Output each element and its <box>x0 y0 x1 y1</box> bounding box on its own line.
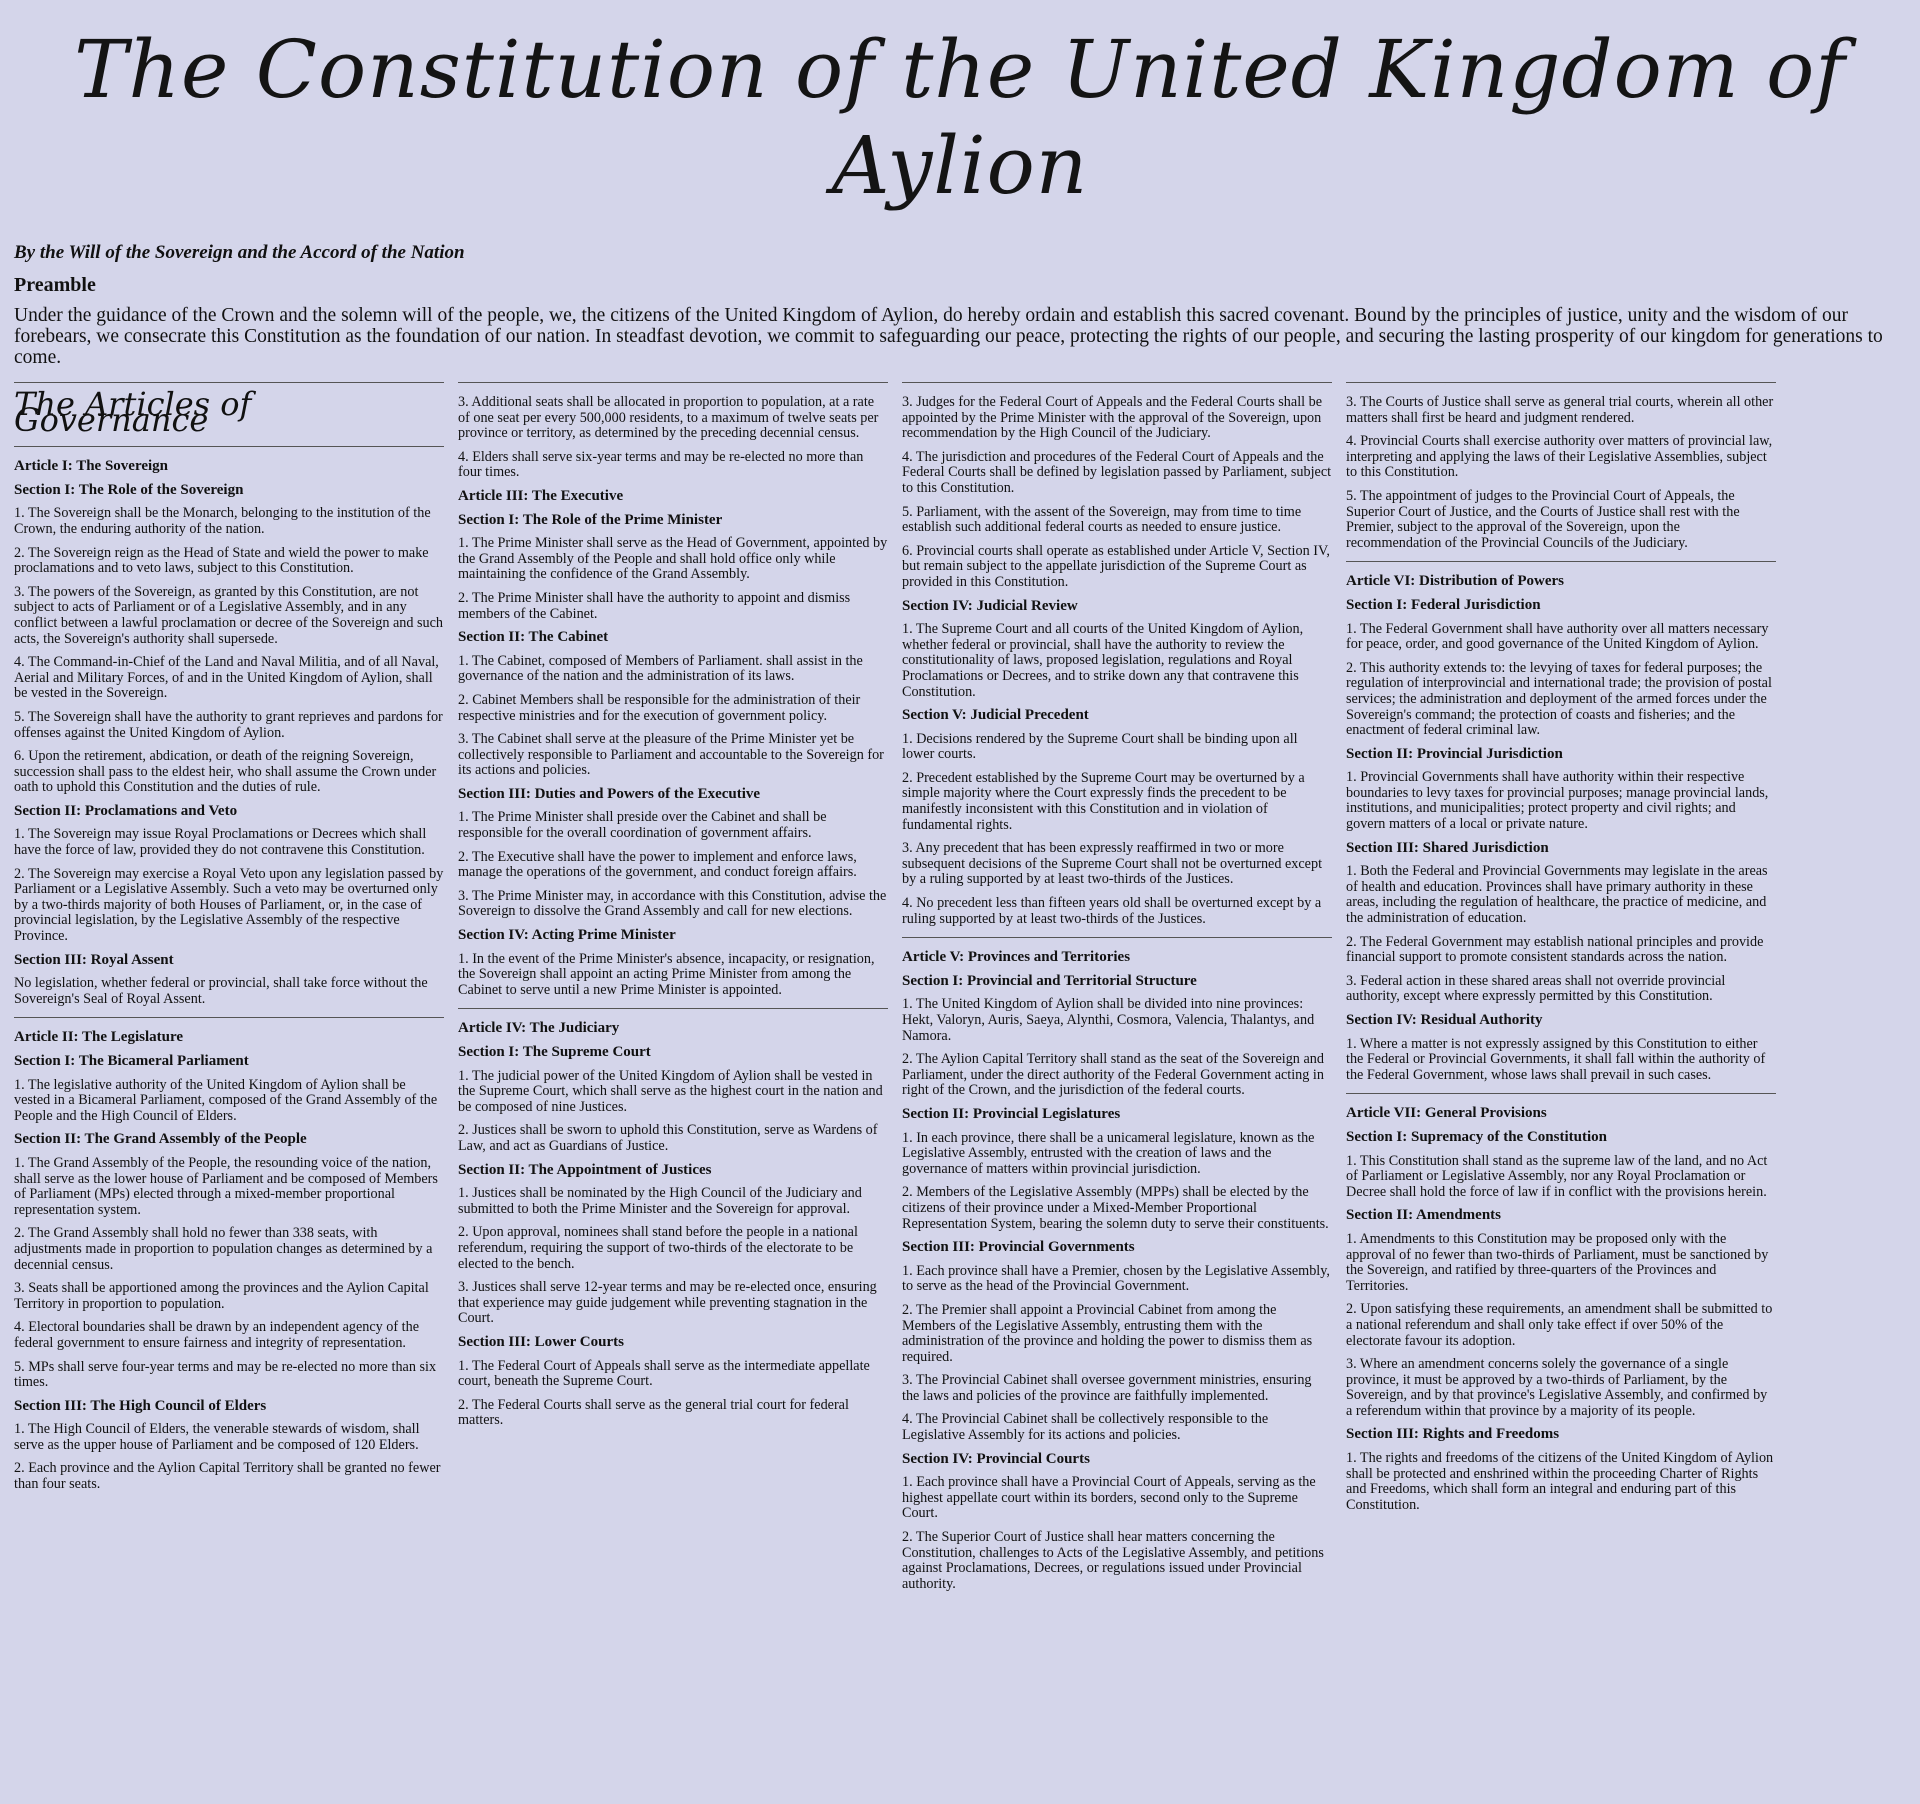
column-divider <box>902 382 1332 383</box>
section-divider <box>902 937 1332 938</box>
column-divider <box>1346 382 1776 383</box>
section-heading: Section I: The Supreme Court <box>458 1044 651 1060</box>
clause-paragraph: 1. Each province shall have a Provincial Court of Appeals, serving as the highest appellate court within its borders, second only to the Supreme Court. <box>902 1474 1316 1522</box>
clause-paragraph: 4. The Provincial Cabinet shall be collectively responsible to the Legislative Assembly for its actions and policies. <box>902 1411 1269 1444</box>
clause-paragraph: 3. Additional seats shall be allocated in proportion to population, at a rate of one seat per every 500,000 residents, to a maximum of twelve seats per province or territory, as determined by the preceding decennial census. <box>458 394 879 442</box>
clause-paragraph: 1. Justices shall be nominated by the High Council of the Judiciary and submitted to both the Prime Minister and the Sovereign for approval. <box>458 1185 862 1217</box>
preamble-text: Under the guidance of the Crown and the solemn will of the people, we, the citizens of the United Kingdom of Aylion, do hereby ordain and establish this sacred covenant. Bound by the principles of justice, unity and the wisdom of our forebears, we consecrate this Constitution as the foundation of our nation. In steadfast devotion, we commit to safeguarding our peace, protecting the rights of our people, and securing the lasting prosperity of our kingdom for generations to come. <box>14 305 1883 368</box>
clause-paragraph: 3. Judges for the Federal Court of Appeals and the Federal Courts shall be appointed by the Prime Minister with the approval of the Sovereign, upon recommendation by the High Council of the Judiciary. <box>902 394 1323 442</box>
column-4-body <box>1346 395 1776 1513</box>
clause-paragraph: 6. Upon the retirement, abdication, or death of the reigning Sovereign, succession shall pass to the eldest heir, who shall assume the Crown under oath to uphold this Constitution and the duties of rule. <box>14 748 437 796</box>
clause-paragraph: 1. Where a matter is not expressly assigned by this Constitution to either the Federal or Provincial Governments, it shall fall within the authority of the Federal Government, whose laws shall prevail in such cases. <box>1346 1035 1766 1083</box>
section-heading: Section III: Lower Courts <box>458 1333 624 1350</box>
column-divider <box>458 382 888 383</box>
clause-paragraph: 2. Precedent established by the Supreme Court may be overturned by a simple majority where the Court expressly finds the precedent to be manifestly inconsistent with this Constitution and in violation of fundamental rights. <box>902 769 1305 833</box>
clause-paragraph: 2. The Superior Court of Justice shall hear matters concerning the Constitution, challenges to Acts of the Legislative Assembly, and petitions against Proclamations, Decrees, or regulations issued under Provincial authority. <box>902 1529 1324 1592</box>
clause-paragraph: 1. In the event of the Prime Minister's absence, incapacity, or resignation, the Sovereign shall appoint an acting Prime Minister from among the Cabinet to serve until a new Prime Minister is appointed. <box>458 950 875 998</box>
section-divider <box>14 1017 444 1018</box>
section-heading: Section III: Provincial Governments <box>902 1239 1135 1256</box>
clause-paragraph: 5. The Sovereign shall have the authority to grant reprieves and pardons for offenses against the United Kingdom of Aylion. <box>14 708 443 741</box>
section-heading: Section IV: Provincial Courts <box>902 1450 1090 1467</box>
clause-paragraph: No legislation, whether federal or provincial, shall take force without the Sovereign's Seal of Royal Assent. <box>14 975 428 1007</box>
clause-paragraph: 4. The jurisdiction and procedures of the Federal Court of Appeals and the Federal Courts shall be defined by legislation passed by Parliament, subject to this Constitution. <box>902 448 1332 496</box>
column-2 <box>458 382 888 1600</box>
clause-paragraph: 1. The Supreme Court and all courts of the United Kingdom of Aylion, whether federal or provincial, shall have the authority to review the constitutionality of laws, proposed legislation, regulations and Royal Proclamations or Decrees, and to strike down any that contravene this Constitution. <box>902 621 1304 700</box>
section-heading: Section II: Provincial Jurisdiction <box>1346 745 1563 762</box>
clause-paragraph: 1. The legislative authority of the United Kingdom of Aylion shall be vested in a Bicameral Parliament, composed of the Grand Assembly of the People and the High Council of Elders. <box>14 1076 438 1124</box>
clause-paragraph: 3. Where an amendment concerns solely the governance of a single province, it must be approved by a two-thirds of Parliament, by the Sovereign, and by that province's Legislative Assembly, and confirmed by a referendum within that province by a majority of its people. <box>1346 1356 1768 1419</box>
section-heading: Section I: Supremacy of the Constitution <box>1346 1128 1607 1145</box>
clause-paragraph: 1. The Grand Assembly of the People, the resounding voice of the nation, shall serve as the lower house of Parliament and be composed of Members of Parliament (MPs) elected through a mixed-member proportional representation system. <box>14 1154 438 1218</box>
clause-paragraph: 2. The Aylion Capital Territory shall stand as the seat of the Sovereign and Parliament, under the direct authority of the Federal Government acting in right of the Crown, and the jurisdiction of the federal courts. <box>902 1051 1324 1099</box>
column-1 <box>14 382 444 1600</box>
section-divider <box>1346 561 1776 562</box>
section-heading: Section II: The Grand Assembly of the People <box>14 1131 307 1148</box>
clause-paragraph: 2. The Sovereign may exercise a Royal Veto upon any legislation passed by Parliament or a Legislative Assembly. Such a veto may be overturned only by a two-thirds majority of both Houses of Parliament, or, in the case of provincial legislation, by the Legislative Assembly of the respective Province. <box>14 865 444 945</box>
clause-paragraph: 1. The judicial power of the United Kingdom of Aylion shall be vested in the Supreme Court, which shall serve as the highest court in the nation and be composed of nine Justices. <box>458 1067 883 1115</box>
section-divider <box>458 1008 888 1009</box>
document-subtitle: By the Will of the Sovereign and the Accord of the Nation <box>14 242 465 263</box>
column-3-body <box>902 395 1332 1592</box>
article-heading: Article V: Provinces and Territories <box>902 949 1131 966</box>
clause-paragraph: 2. Justices shall be sworn to uphold this Constitution, serve as Wardens of Law, and act as Guardians of Justice. <box>458 1122 878 1154</box>
section-heading: Section I: The Role of the Sovereign <box>14 481 244 498</box>
section-heading: Section III: Rights and Freedoms <box>1346 1426 1560 1443</box>
article-heading: Article VI: Distribution of Powers <box>1346 573 1565 590</box>
clause-paragraph: 2. Cabinet Members shall be responsible for the administration of their respective ministries and for the execution of government policy. <box>458 691 861 724</box>
clause-paragraph: 3. Justices shall serve 12-year terms and may be re-elected once, ensuring that experience may guide judgement while preventing stagnation in the Court. <box>458 1279 877 1327</box>
clause-paragraph: 3. Seats shall be apportioned among the provinces and the Aylion Capital Territory in proportion to population. <box>14 1280 429 1312</box>
clause-paragraph: 1. Decisions rendered by the Supreme Court shall be binding upon all lower courts. <box>902 730 1298 763</box>
clause-paragraph: 1. The Sovereign may issue Royal Proclamations or Decrees which shall have the force of law, provided they do not contravene this Constitution. <box>14 826 427 859</box>
section-divider <box>1346 1093 1776 1094</box>
section-heading: Section II: The Cabinet <box>458 629 609 646</box>
article-heading: Article VII: General Provisions <box>1346 1105 1547 1122</box>
clause-paragraph: 2. This authority extends to: the levying of taxes for federal purposes; the regulation of interprovincial and international trade; the provision of postal services; the administration and deployment of the armed forces under the Sovereign's command; the protection of coasts and fisheries; and the enactment of federal criminal law. <box>1346 659 1772 739</box>
column-2-body <box>458 395 888 1429</box>
clause-paragraph: 3. The Courts of Justice shall serve as general trial courts, wherein all other matters shall first be heard and judgment rendered. <box>1346 394 1774 426</box>
clause-paragraph: 2. The Grand Assembly shall hold no fewer than 338 seats, with adjustments made in proportion to population changes as determined by a decennial census. <box>14 1225 433 1273</box>
section-heading: Section IV: Acting Prime Minister <box>458 927 676 944</box>
clause-paragraph: 1. Amendments to this Constitution may be proposed only with the approval of no fewer than two-thirds of Parliament, must be sanctioned by the Sovereign, and ratified by three-quarters of the Provinces and Territories. <box>1346 1230 1769 1294</box>
section-heading: Section III: Shared Jurisdiction <box>1346 839 1549 856</box>
clause-paragraph: 1. Both the Federal and Provincial Governments may legislate in the areas of health and education. Provinces shall have primary authority in these areas, including the regulation of healthcare, the practice of medicine, and the administration of education. <box>1346 863 1768 927</box>
constitution-page <box>0 22 1920 1804</box>
column-4 <box>1346 382 1776 1600</box>
article-heading: Article I: The Sovereign <box>14 458 169 475</box>
preamble-heading: Preamble <box>14 274 96 296</box>
clause-paragraph: 5. The appointment of judges to the Provincial Court of Appeals, the Superior Court of Justice, and the Courts of Justice shall rest with the Premier, subject to the approval of the Sovereign, upon the recommendation of the Provincial Councils of the Judiciary. <box>1346 487 1740 551</box>
section-heading: Section V: Judicial Precedent <box>902 707 1089 724</box>
clause-paragraph: 5. MPs shall serve four-year terms and may be re-elected no more than six times. <box>14 1358 437 1391</box>
article-heading: Article III: The Executive <box>458 487 624 504</box>
clause-paragraph: 1. The rights and freedoms of the citizens of the United Kingdom of Aylion shall be protected and enshrined within the proceeding Charter of Rights and Freedoms, which shall form an integral and enduring part of this Constitution. <box>1346 1450 1774 1513</box>
clause-paragraph: 2. The Federal Courts shall serve as the general trial court for federal matters. <box>458 1396 849 1429</box>
clause-paragraph: 2. Members of the Legislative Assembly (MPPs) shall be elected by the citizens of their province under a Mixed-Member Proportional Representation System, bearing the solemn duty to serve their constituents. <box>902 1184 1329 1232</box>
section-heading: Section III: Duties and Powers of the Executive <box>458 785 761 802</box>
clause-paragraph: 1. Provincial Governments shall have authority within their respective boundaries to levy taxes for provincial purposes; manage provincial lands, institutions, and municipalities; protect property and civil rights; and govern matters of a local or private nature. <box>1346 769 1769 833</box>
clause-paragraph: 4. Elders shall serve six-year terms and may be re-elected no more than four times. <box>458 448 864 481</box>
section-heading: Section IV: Judicial Review <box>902 597 1078 614</box>
clause-paragraph: 5. Parliament, with the assent of the Sovereign, may from time to time establish such additional federal courts as needed to ensure justice. <box>902 503 1302 536</box>
section-heading: Section IV: Residual Authority <box>1346 1012 1543 1028</box>
clause-paragraph: 4. The Command-in-Chief of the Land and Naval Militia, and of all Naval, Aerial and Military Forces, of and in the United Kingdom of Aylion, shall be vested in the Sovereign. <box>14 654 439 702</box>
section-heading: Section I: The Bicameral Parliament <box>14 1053 249 1069</box>
article-heading: Article II: The Legislature <box>14 1029 184 1046</box>
column-divider <box>14 382 444 383</box>
clause-paragraph: 2. The Executive shall have the power to implement and enforce laws, manage the operations of the government, and conduct foreign affairs. <box>458 848 857 881</box>
clause-paragraph: 1. The Sovereign shall be the Monarch, belonging to the institution of the Crown, the enduring authority of the nation. <box>14 505 431 537</box>
clause-paragraph: 1. Each province shall have a Premier, chosen by the Legislative Assembly, to serve as the head of the Provincial Government. <box>902 1262 1330 1295</box>
clause-paragraph: 1. In each province, there shall be a unicameral legislature, known as the Legislative Assembly, entrusted with the creation of laws and the governance of matters within provincial jurisdiction. <box>902 1129 1315 1177</box>
clause-paragraph: 1. The Prime Minister shall preside over the Cabinet and shall be responsible for the overall coordination of government affairs. <box>458 809 827 842</box>
clause-paragraph: 1. The United Kingdom of Aylion shall be divided into nine provinces: Hekt, Valoryn, Auris, Saeya, Alynthi, Cosmora, Valencia, Thalantys, and Namora. <box>902 996 1315 1044</box>
articles-title: The Articles of Governance <box>14 385 252 439</box>
clause-paragraph: 1. The Federal Court of Appeals shall serve as the intermediate appellate court, beneath the Supreme Court. <box>458 1357 870 1390</box>
clause-paragraph: 2. The Prime Minister shall have the authority to appoint and dismiss members of the Cabinet. <box>458 589 851 622</box>
section-divider <box>14 446 444 447</box>
section-heading: Section II: Provincial Legislatures <box>902 1105 1121 1122</box>
section-heading: Section III: Royal Assent <box>14 951 174 968</box>
clause-paragraph: 4. No precedent less than fifteen years old shall be overturned except by a ruling supported by at least two-thirds of the Justices. <box>902 895 1322 927</box>
section-heading: Section I: Federal Jurisdiction <box>1346 596 1541 613</box>
column-1-body <box>14 459 444 1492</box>
clause-paragraph: 3. The Prime Minister may, in accordance with this Constitution, advise the Sovereign to dissolve the Grand Assembly and call for new elections. <box>458 887 887 920</box>
clause-paragraph: 3. Any precedent that has been expressly reaffirmed in two or more subsequent decisions of the Supreme Court shall not be overturned except by a ruling supported by at least two-thirds of the Justices. <box>902 840 1323 888</box>
section-heading: Section III: The High Council of Elders <box>14 1397 267 1414</box>
column-3 <box>902 382 1332 1600</box>
clause-paragraph: 6. Provincial courts shall operate as established under Article V, Section IV, but remain subject to the appellate jurisdiction of the Supreme Court as provided in this Constitution. <box>902 542 1330 590</box>
clause-paragraph: 4. Electoral boundaries shall be drawn by an independent agency of the federal government to ensure fairness and integrity of representation. <box>14 1319 419 1351</box>
document-title: The Constitution of the United Kingdom of Aylion <box>74 23 1846 212</box>
clause-paragraph: 1. The Prime Minister shall serve as the Head of Government, appointed by the Grand Assembly of the People and shall hold office only while maintaining the confidence of the Grand Assembly. <box>458 535 888 583</box>
section-heading: Section II: The Appointment of Justices <box>458 1161 712 1178</box>
section-heading: Section I: Provincial and Territorial Structure <box>902 972 1197 989</box>
section-heading: Section II: Proclamations and Veto <box>14 802 238 819</box>
clause-paragraph: 4. Provincial Courts shall exercise authority over matters of provincial law, interpreting and applying the laws of their Legislative Assemblies, subject to this Constitution. <box>1346 433 1773 481</box>
clause-paragraph: 2. Upon approval, nominees shall stand before the people in a national referendum, requiring the support of two-thirds of the electorate to be elected to the bench. <box>458 1224 858 1272</box>
clause-paragraph: 2. Upon satisfying these requirements, an amendment shall be submitted to a national referendum and shall only take effect if over 50% of the electorate favour its adoption. <box>1346 1301 1773 1349</box>
clause-paragraph: 2. The Premier shall appoint a Provincial Cabinet from among the Members of the Legislative Assembly, entrusting them with the administration of the province and holding the power to dismiss them as required. <box>902 1301 1313 1365</box>
clause-paragraph: 1. The Cabinet, composed of Members of Parliament. shall assist in the governance of the nation and the administration of its laws. <box>458 652 863 685</box>
article-heading: Article IV: The Judiciary <box>458 1020 620 1037</box>
clause-paragraph: 1. This Constitution shall stand as the supreme law of the land, and no Act of Parliament or Legislative Assembly, nor any Royal Proclamation or Decree shall hold the force of law if in conflict with the provisions herein. <box>1346 1152 1768 1200</box>
section-heading: Section I: The Role of the Prime Minister <box>458 511 723 528</box>
section-heading: Section II: Amendments <box>1346 1207 1502 1224</box>
clause-paragraph: 1. The Federal Government shall have authority over all matters necessary for peace, order, and good governance of the United Kingdom of Aylion. <box>1346 620 1769 653</box>
clause-paragraph: 2. The Federal Government may establish national principles and provide financial support to promote consistent standards across the nation. <box>1346 933 1764 966</box>
clause-paragraph: 2. Each province and the Aylion Capital Territory shall be granted no fewer than four seats. <box>14 1460 441 1493</box>
clause-paragraph: 2. The Sovereign reign as the Head of State and wield the power to make proclamations and to veto laws, subject to this Constitution. <box>14 544 429 577</box>
clause-paragraph: 1. The High Council of Elders, the venerable stewards of wisdom, shall serve as the upper house of Parliament and be composed of 120 Elders. <box>14 1421 420 1453</box>
articles-columns <box>14 382 1906 1600</box>
clause-paragraph: 3. Federal action in these shared areas shall not override provincial authority, except where expressly permitted by this Constitution. <box>1346 972 1726 1005</box>
clause-paragraph: 3. The Cabinet shall serve at the pleasure of the Prime Minister yet be collectively responsible to Parliament and accountable to the Sovereign for its actions and policies. <box>458 731 884 779</box>
clause-paragraph: 3. The Provincial Cabinet shall oversee government ministries, ensuring the laws and policies of the province are faithfully implemented. <box>902 1372 1312 1404</box>
clause-paragraph: 3. The powers of the Sovereign, as granted by this Constitution, are not subject to acts of Parliament or of a Legislative Assembly, and in any conflict between a lawful proclamation or decree of the Sovereign and such acts, the Sovereign's authority shall supersede. <box>14 583 443 647</box>
